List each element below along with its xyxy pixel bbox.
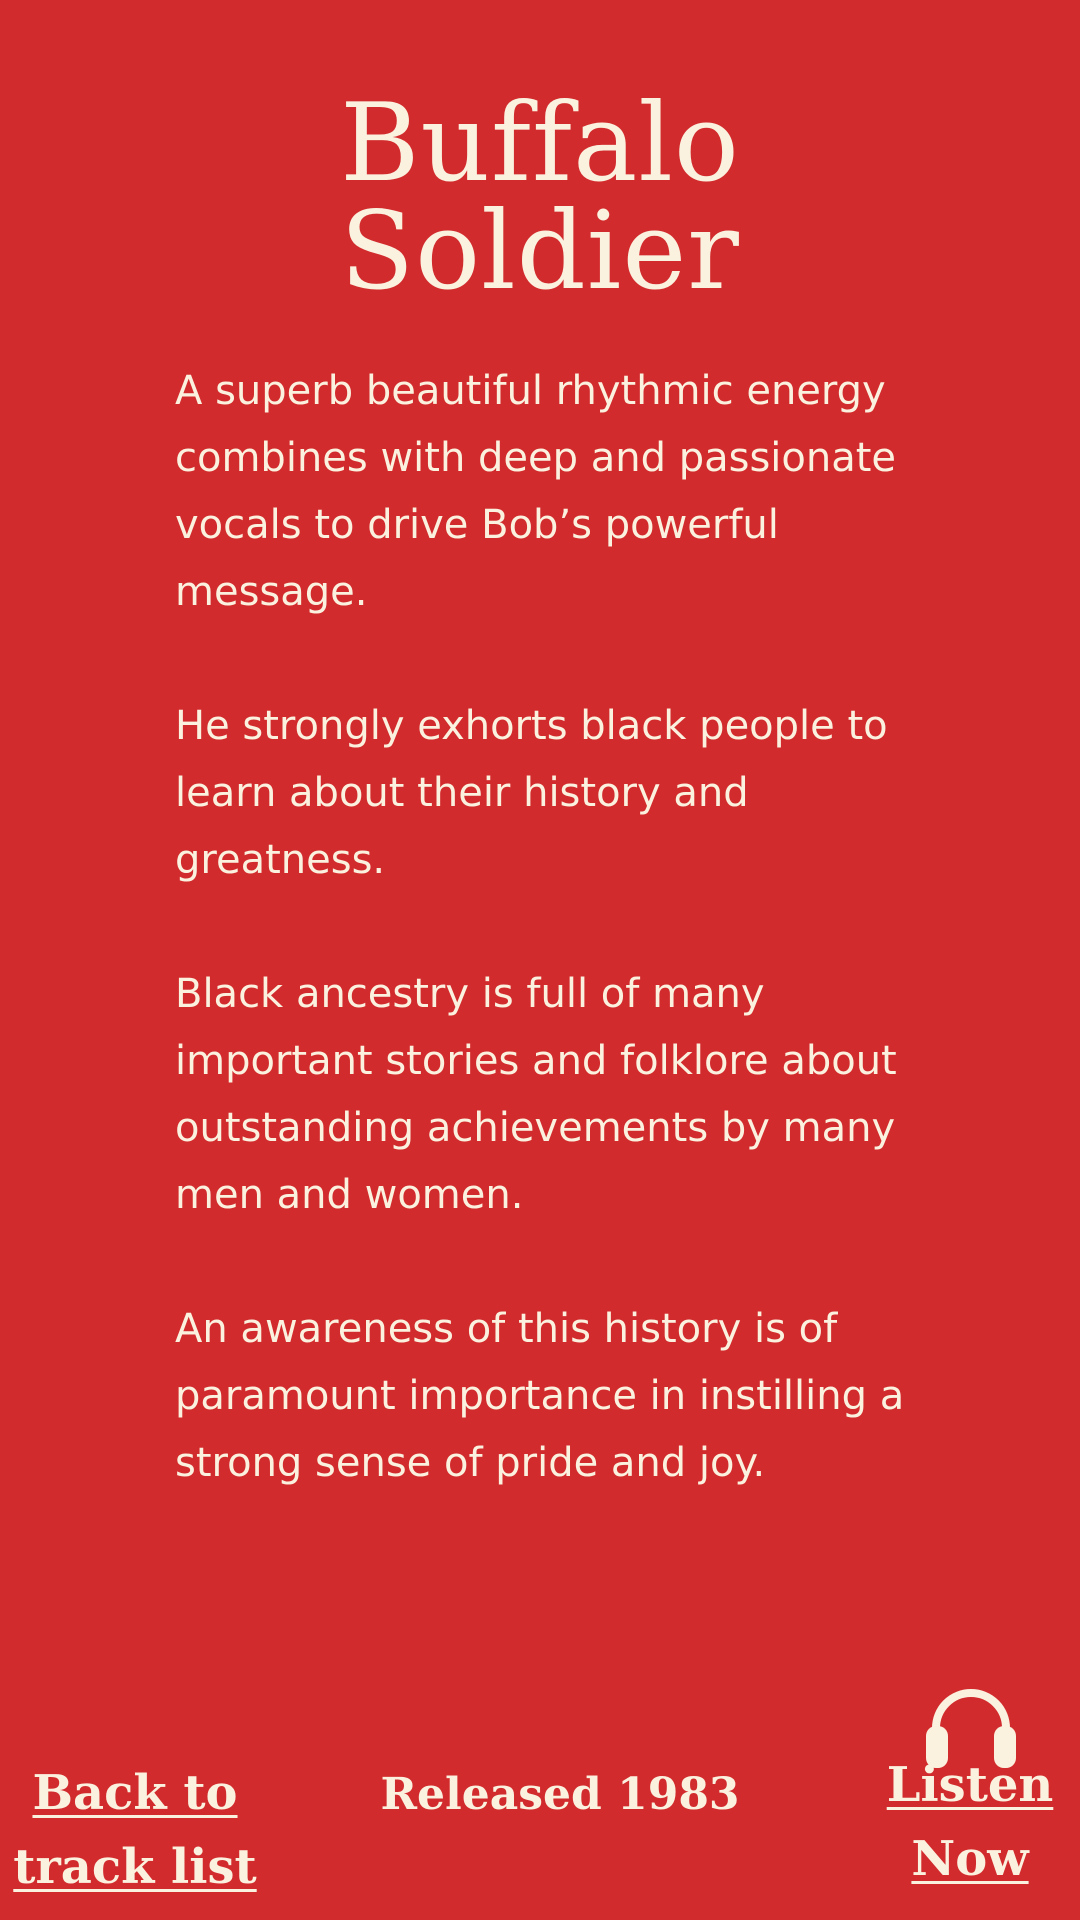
song-title (0, 81, 1080, 314)
back-link-line-1: Back to (32, 1765, 238, 1821)
song-title-line-2: Soldier (340, 189, 740, 314)
listen-link-line-1: Listen (886, 1757, 1054, 1813)
description-paragraph-4: An awareness of this history is of paramount importance in instilling a strong sense of pride and joy. (175, 1306, 905, 1486)
back-to-track-list-link[interactable] (0, 1756, 270, 1904)
description-paragraph-2: He strongly exhorts black people to learn about their history and greatness. (175, 703, 888, 883)
listen-now-link[interactable] (860, 1748, 1080, 1896)
song-title-line-1: Buffalo (340, 81, 740, 206)
description-paragraph-3: Black ancestry is full of many important stories and folklore about outstanding achievements by many men and women. (175, 971, 897, 1218)
song-description (175, 358, 915, 1497)
listen-link-line-2: Now (911, 1831, 1029, 1887)
release-year: Released 1983 (380, 1769, 740, 1820)
back-link-line-2: track list (13, 1839, 257, 1895)
description-paragraph-1: A superb beautiful rhythmic energy combines with deep and passionate vocals to drive Bob’s powerful message. (175, 368, 897, 615)
